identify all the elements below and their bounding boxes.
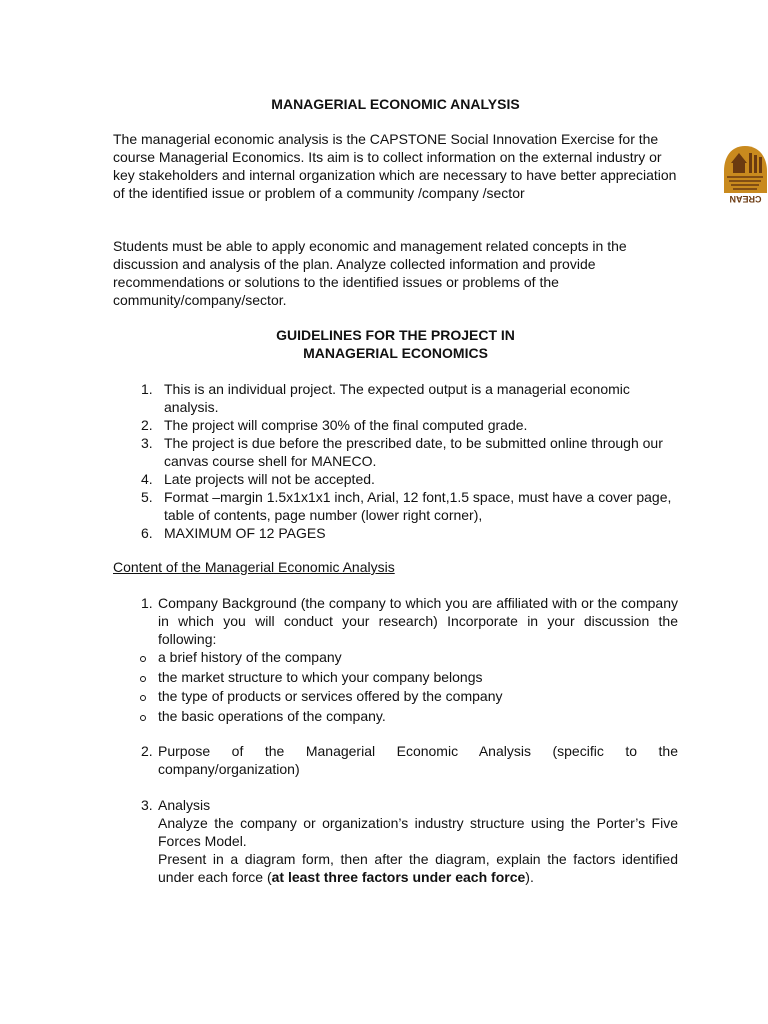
students-paragraph: Students must be able to apply economic and management related concepts in the discussion and analysis of the plan. Analyze collected information and provide recommendations or solutions to the identified issues or problems of the community/company/sector. (113, 238, 627, 308)
guideline-text: Format –margin 1.5x1x1x1 inch, Arial, 12 font,1.5 space, must have a cover page, table of contents, page number (lower right corner), (164, 489, 672, 523)
guideline-item (113, 470, 678, 488)
bullet-item (113, 668, 678, 688)
circle-bullet-icon (140, 656, 146, 662)
section-company-background (113, 594, 678, 726)
bullet-item (113, 648, 678, 668)
logo-building (733, 163, 745, 173)
institution-logo (723, 143, 768, 205)
circle-bullet-icon (140, 715, 146, 721)
text-run: Present in a diagram form, then after the diagram, explain the factors identified under each force ( (158, 851, 678, 885)
document-title: MANAGERIAL ECONOMIC ANALYSIS (271, 96, 520, 112)
guidelines-title-line2: MANAGERIAL ECONOMICS (303, 345, 488, 361)
guideline-text: Late projects will not be accepted. (164, 471, 375, 487)
bullet-text: the market structure to which your company belongs (158, 668, 483, 685)
section-text: Company Background (the company to which you are affiliated with or the company in which you will conduct your research) Incorporate in your discussion the following: (158, 595, 678, 647)
section-number: 1. (141, 595, 153, 611)
guideline-text: The project will comprise 30% of the final computed grade. (164, 417, 528, 433)
guideline-number: 6. (141, 525, 153, 541)
circle-bullet-icon (140, 676, 146, 682)
section-number: 2. (141, 743, 153, 759)
bullet-item (113, 707, 678, 727)
text-run: ). (525, 869, 534, 885)
guideline-item (113, 416, 678, 434)
guidelines-title-line1: GUIDELINES FOR THE PROJECT IN (276, 327, 515, 343)
section-number: 3. (141, 797, 153, 813)
content-heading: Content of the Managerial Economic Analysis (113, 559, 395, 575)
circle-bullet-icon (140, 695, 146, 701)
guideline-text: This is an individual project. The expected output is a managerial economic analysis. (164, 381, 630, 415)
guideline-item (113, 524, 678, 542)
guideline-item (113, 434, 678, 470)
logo-pillar (749, 153, 752, 173)
logo-text: CREAN (729, 194, 762, 204)
bullet-text: the type of products or services offered by the company (158, 688, 503, 704)
guideline-number: 5. (141, 489, 153, 505)
section-text: Purpose of the Managerial Economic Analysis (specific to the company/organization) (158, 743, 678, 777)
section-analysis (113, 796, 678, 886)
company-background-bullets (113, 648, 678, 726)
bold-emphasis: at least three factors under each force (271, 869, 526, 885)
guidelines-title (113, 326, 678, 362)
bullet-item (113, 687, 678, 707)
guideline-text: The project is due before the prescribed date, to be submitted online through our canvas course shell for MANECO. (164, 435, 663, 469)
guideline-text: MAXIMUM OF 12 PAGES (164, 525, 326, 541)
section-purpose (113, 742, 678, 778)
bullet-text: a brief history of the company (158, 649, 342, 665)
section-text: Analyze the company or organization’s industry structure using the Porter’s Five Forces Model. (158, 815, 678, 849)
logo-pillar (754, 155, 757, 173)
guideline-item (113, 488, 678, 524)
intro-paragraph: The managerial economic analysis is the CAPSTONE Social Innovation Exercise for the course Managerial Economics. Its aim is to collect information on the external industry or key stakeholders and internal organization which are necessary to have better appreciation of the identified issue or problem of a community /company /sector (113, 131, 677, 201)
guideline-item (113, 380, 678, 416)
guideline-number: 1. (141, 381, 153, 397)
guideline-number: 3. (141, 435, 153, 451)
section-heading: Analysis (158, 797, 211, 813)
guideline-number: 2. (141, 417, 153, 433)
guidelines-list (113, 380, 678, 542)
bullet-text: the basic operations of the company. (158, 707, 386, 724)
guideline-number: 4. (141, 471, 153, 487)
logo-pillar (759, 157, 762, 173)
section-text (113, 850, 678, 886)
